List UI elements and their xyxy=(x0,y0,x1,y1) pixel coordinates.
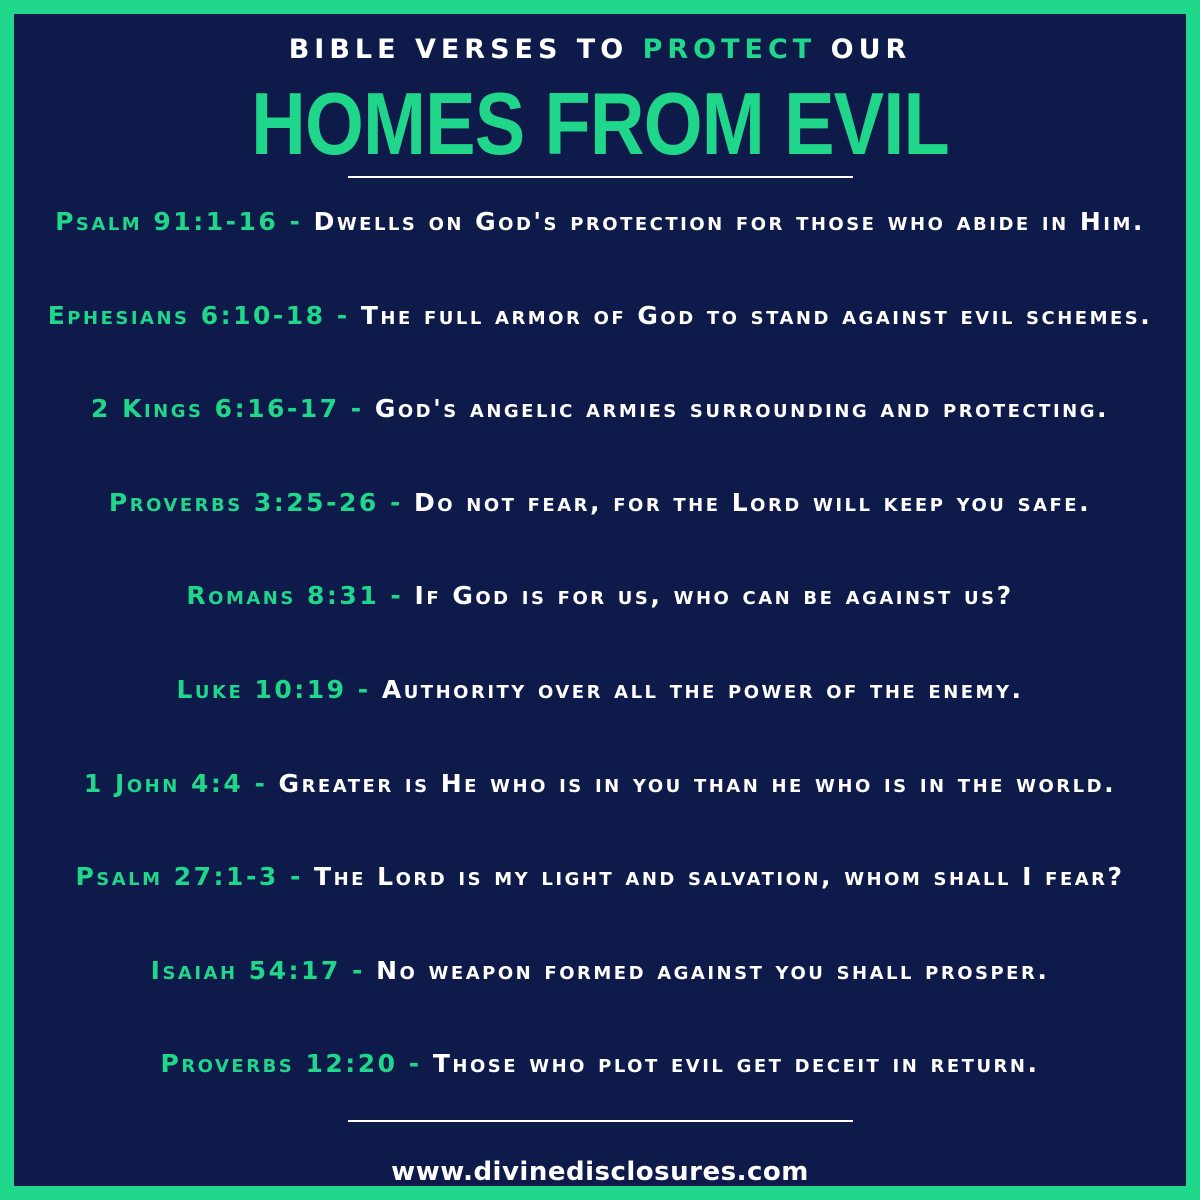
verse-item xyxy=(14,568,1186,662)
website-url: www.divinedisclosures.com xyxy=(391,1157,809,1187)
verse-item xyxy=(14,475,1186,569)
verse-separator: - xyxy=(397,1049,433,1079)
verse-summary: God's angelic armies surrounding and protecting. xyxy=(374,394,1109,424)
verse-item xyxy=(14,849,1186,943)
verse-separator: - xyxy=(346,674,382,704)
verse-reference: Isaiah 54:17 xyxy=(150,955,341,985)
verse-summary: The Lord is my light and salvation, whom shall I fear? xyxy=(314,862,1125,892)
verse-reference: 1 John 4:4 xyxy=(83,768,244,798)
verse-separator: - xyxy=(325,300,361,330)
kicker-text-1: BIBLE VERSES TO xyxy=(288,34,643,65)
verse-reference: Romans 8:31 xyxy=(186,581,380,611)
verse-separator: - xyxy=(339,394,375,424)
verse-separator: - xyxy=(278,862,315,892)
verse-reference: Psalm 91:1-16 xyxy=(55,207,279,236)
verse-separator: - xyxy=(243,768,279,798)
verse-separator: - xyxy=(378,487,415,517)
verse-reference: Luke 10:19 xyxy=(176,674,347,704)
verse-summary: Authority over all the power of the enemy. xyxy=(381,674,1024,704)
verse-reference: Ephesians 6:10-18 xyxy=(47,300,326,330)
page-title: HOMES FROM EVIL xyxy=(251,74,949,173)
verse-list xyxy=(14,194,1186,1130)
verse-reference: Proverbs 3:25-26 xyxy=(108,487,379,517)
verse-separator: - xyxy=(278,207,314,236)
verse-summary: If God is for us, who can be against us? xyxy=(414,581,1014,611)
verse-item xyxy=(14,1036,1186,1130)
verse-reference: 2 Kings 6:16-17 xyxy=(91,394,340,424)
verse-item xyxy=(14,943,1186,1037)
top-divider xyxy=(348,176,853,178)
verse-item xyxy=(14,194,1186,288)
verse-reference: Proverbs 12:20 xyxy=(160,1049,398,1079)
verse-summary: No weapon formed against you shall prosper. xyxy=(376,955,1050,985)
kicker-text-2: OUR xyxy=(816,34,912,65)
verse-separator: - xyxy=(379,581,415,611)
bottom-divider xyxy=(348,1120,853,1122)
verse-summary: Dwells on God's protection for those who abide in Him. xyxy=(313,207,1145,236)
verse-summary: Do not fear, for the Lord will keep you safe. xyxy=(414,487,1092,517)
verse-item xyxy=(14,288,1186,382)
kicker-accent-word: PROTECT xyxy=(642,34,817,65)
verse-item xyxy=(14,381,1186,475)
verse-summary: The full armor of God to stand against evil schemes. xyxy=(360,300,1153,330)
verse-separator: - xyxy=(340,955,377,985)
verse-reference: Psalm 27:1-3 xyxy=(75,862,279,892)
kicker-heading xyxy=(14,34,1186,65)
verse-item xyxy=(14,662,1186,756)
verse-summary: Those who plot evil get deceit in return. xyxy=(432,1049,1040,1079)
verse-item xyxy=(14,756,1186,850)
verse-summary: Greater is He who is in you than he who is in the world. xyxy=(278,768,1117,798)
